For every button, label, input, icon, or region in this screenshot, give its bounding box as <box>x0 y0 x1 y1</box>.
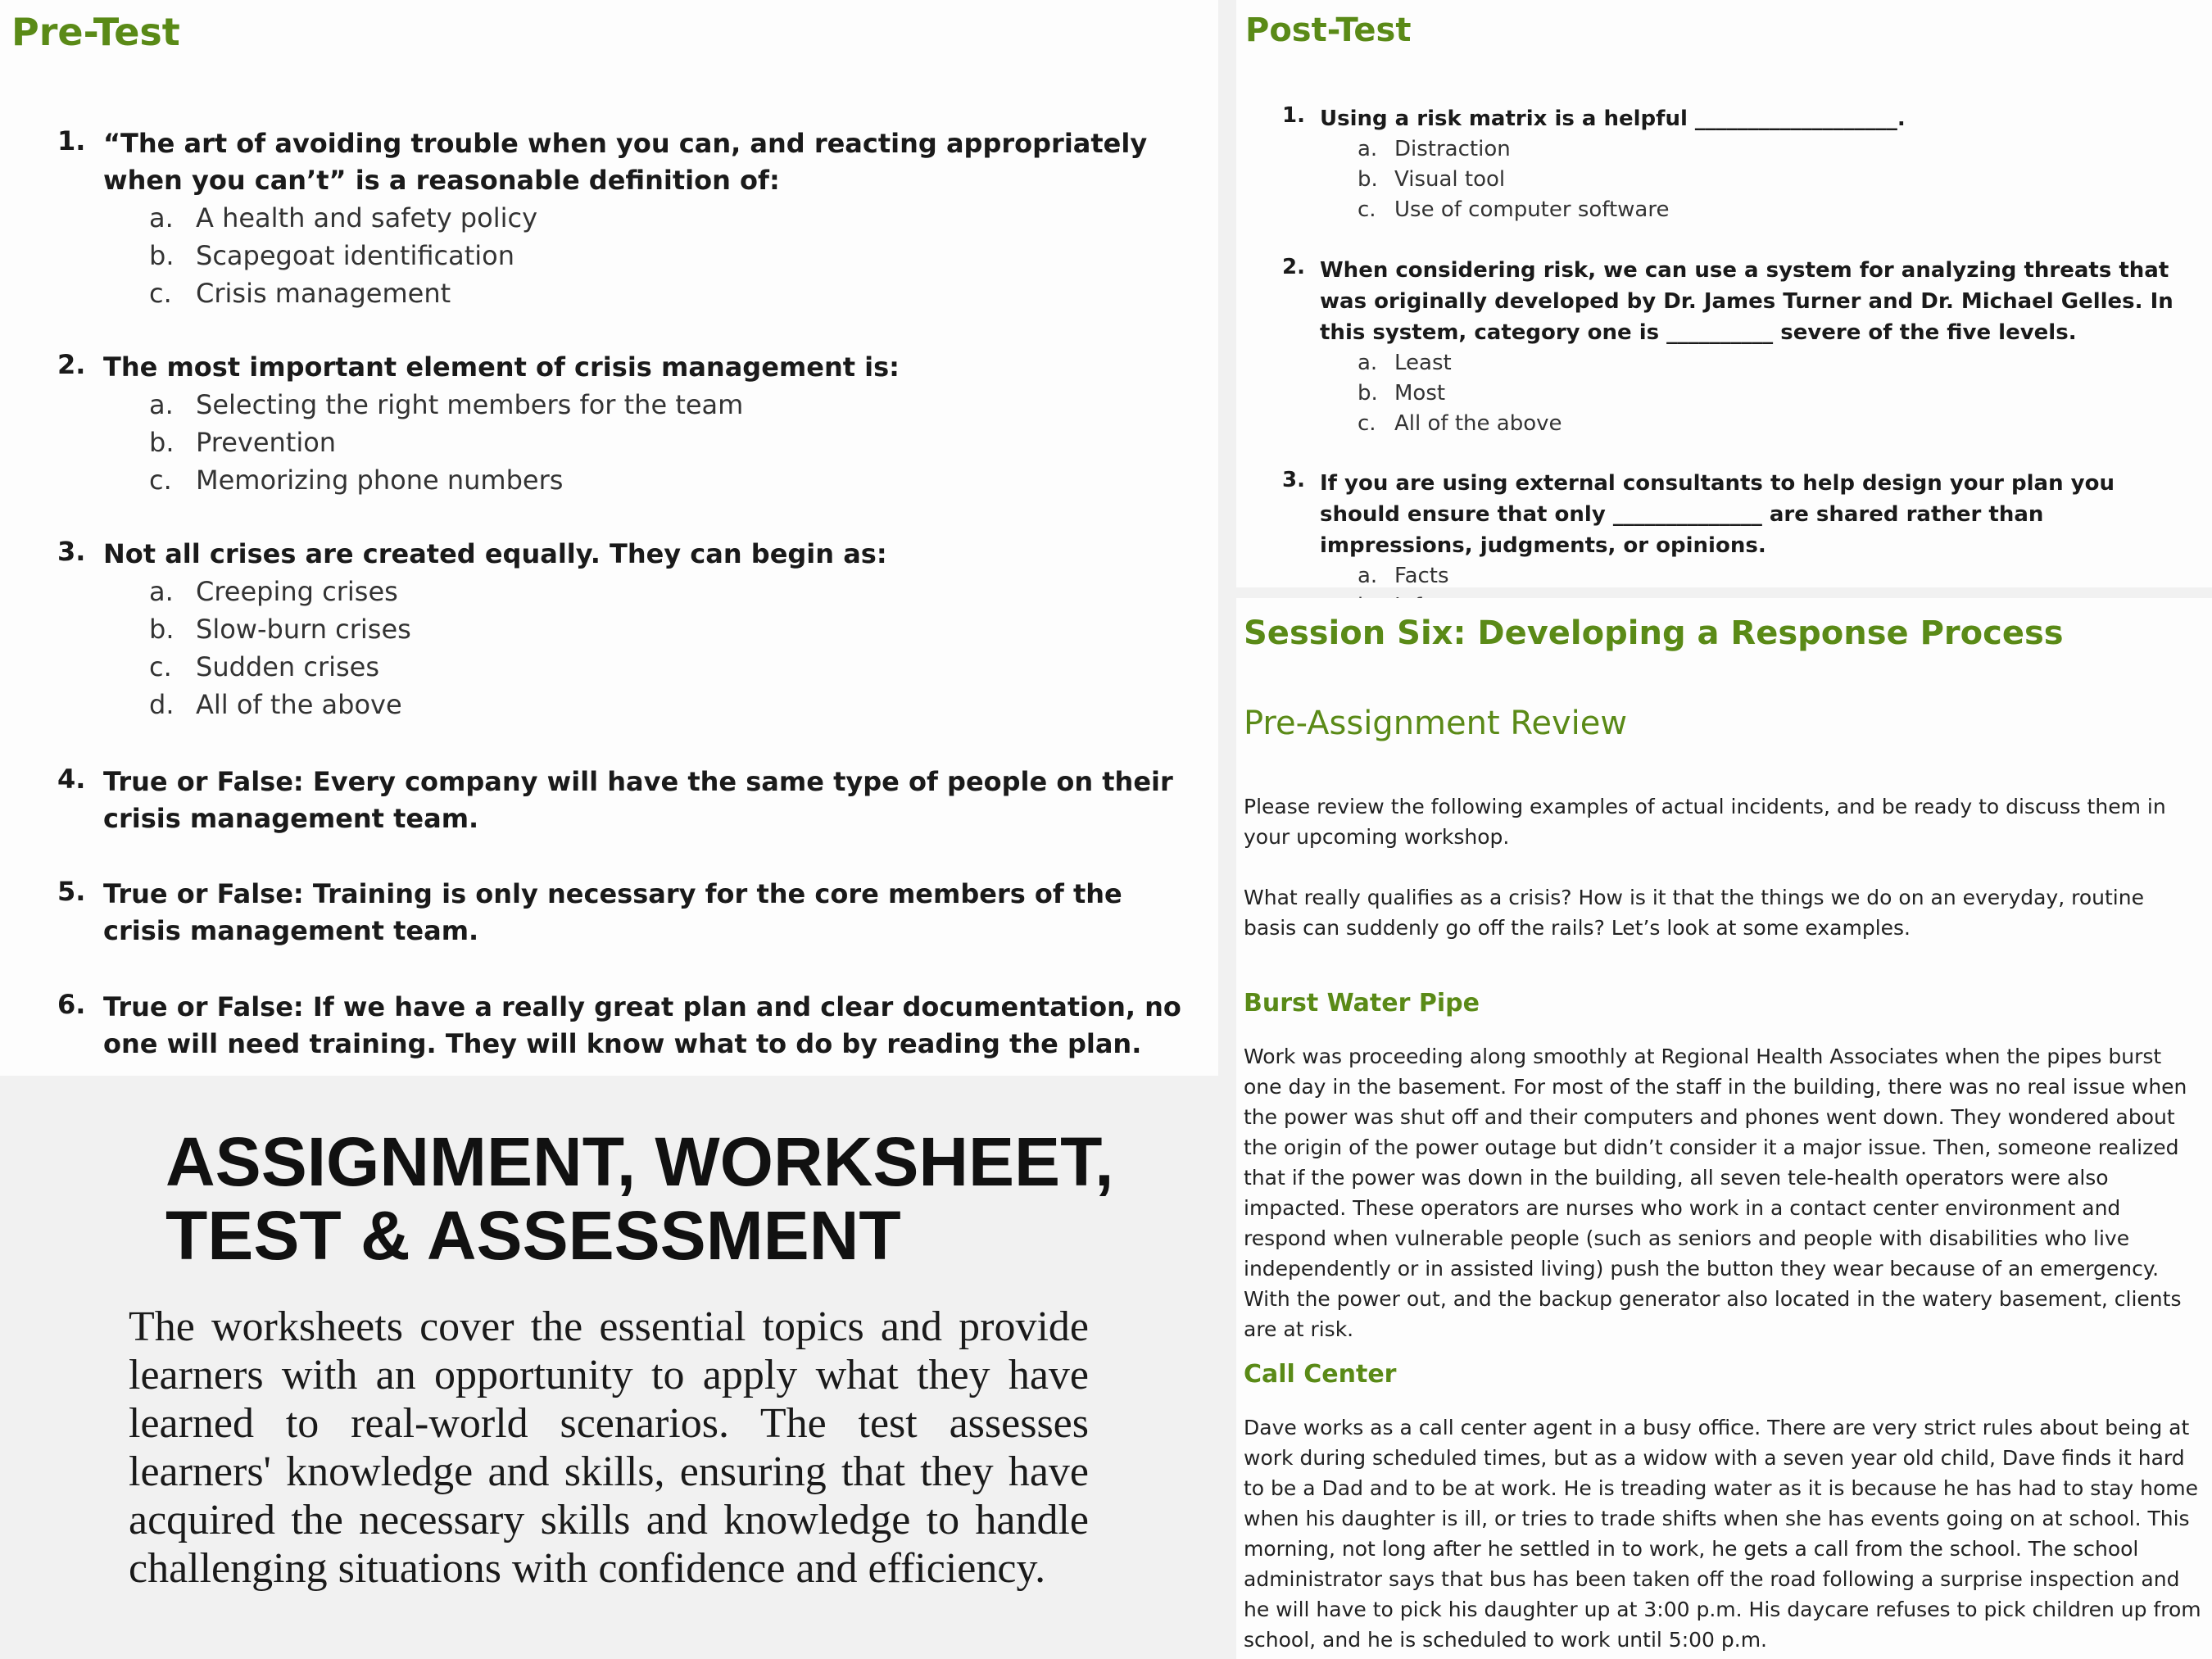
answer-options <box>0 573 1202 723</box>
post-test-panel <box>1236 0 2212 587</box>
pre-test-question-3 <box>0 536 1202 723</box>
session-subtitle: Pre-Assignment Review <box>1244 705 1628 742</box>
promo-block <box>0 1076 1221 1659</box>
answer-option <box>0 274 1202 312</box>
question-text: True or False: If we have a really great plan and clear documentation, no one will need training. They will know what to do by reading the plan. <box>103 991 1181 1059</box>
question-number: 2. <box>57 349 86 380</box>
option-letter: c. <box>1358 197 1376 222</box>
post-test-heading: Post-Test <box>1245 11 1412 49</box>
option-text: Scapegoat identification <box>196 240 514 271</box>
question-number: 4. <box>57 764 86 795</box>
option-letter: c. <box>1358 411 1376 436</box>
question-number: 2. <box>1282 255 1305 279</box>
option-text: A health and safety policy <box>196 202 537 233</box>
promo-title-line-2: TEST & ASSESSMENT <box>165 1197 901 1274</box>
option-text: Slow-burn crises <box>196 614 411 645</box>
answer-options <box>1236 134 2201 225</box>
option-text: Crisis management <box>196 278 451 309</box>
answer-option <box>0 199 1202 237</box>
answer-option <box>1236 561 2201 592</box>
option-text: Memorizing phone numbers <box>196 465 564 496</box>
call-center-heading: Call Center <box>1244 1360 1397 1389</box>
question-number: 5. <box>57 876 86 907</box>
answer-option <box>1236 134 2201 165</box>
question-text: When considering risk, we can use a system for analyzing threats that was originally developed by Dr. James Turner and Dr. Michael Gelles. In this system, category one is __________ severe of the five levels. <box>1320 258 2173 345</box>
answer-option <box>1236 409 2201 439</box>
pre-test-question-2 <box>0 349 1202 499</box>
answer-options <box>0 386 1202 499</box>
question-number: 6. <box>57 989 86 1020</box>
option-text: Least <box>1394 351 1452 375</box>
option-text: All of the above <box>196 689 402 720</box>
answer-option <box>1236 165 2201 195</box>
question-text: Not all crises are created equally. They can begin as: <box>103 538 887 569</box>
option-letter: c. <box>149 278 172 309</box>
option-letter: a. <box>1358 137 1378 161</box>
answer-option <box>0 461 1202 499</box>
intro-paragraph-2: What really qualifies as a crisis? How is it that the things we do on an everyday, routine basis can suddenly go off the rails? Let’s look at some examples. <box>1244 886 2144 940</box>
question-number: 1. <box>1282 103 1305 128</box>
promo-description: The worksheets cover the essential topics and provide learners with an opportunity to apply what they have learned to real-world scenarios. The test assesses learners' knowledge and skills, ensuring that they have acquired the necessary skills and knowledge to handle challenging situations with confidence and efficiency. <box>129 1303 1089 1592</box>
option-letter: b. <box>149 614 175 645</box>
question-text: True or False: Training is only necessary for the core members of the crisis management team. <box>103 878 1122 946</box>
option-text: Sudden crises <box>196 651 380 682</box>
answer-option <box>1236 195 2201 225</box>
promo-title <box>165 1125 1190 1272</box>
burst-water-pipe-text: Work was proceeding along smoothly at Regional Health Associates when the pipes burst one day in the basement. For most of the staff in the building, there was no real issue when the power was shut off and their computers and phones went down. They wondered about the origin of the power outage but didn’t consider it a major issue. Then, someone realized that if the power was down in the building, all seven tele-health operators were also impacted. These operators are nurses who work in a contact center environment and respond when vulnerable people (such as seniors and people with disabilities who live independently or in assisted living) push the button they wear because of an emergency. With the power out, and the backup generator also located in the watery basement, clients are at risk. <box>1244 1045 2187 1341</box>
option-letter: c. <box>149 465 172 496</box>
option-letter: d. <box>149 689 175 720</box>
option-text: Facts <box>1394 564 1449 588</box>
option-text: All of the above <box>1394 411 1562 436</box>
option-letter: a. <box>1358 564 1378 588</box>
answer-option <box>0 386 1202 424</box>
option-letter: a. <box>149 202 174 233</box>
question-text: The most important element of crisis management is: <box>103 351 900 383</box>
call-center-text: Dave works as a call center agent in a busy office. There are very strict rules about being at work during scheduled times, but as a widow with a seven year old child, Dave finds it hard to be a Dad and to be at work. He is treading water as it is because he has had to stay home when his daughter is ill, or tries to trade shifts when she has events going on at school. This morning, not long after he settled in to work, he gets a call from the school. The school administrator says that bus has been taken off the road following a surprise inspection and he will have to pick his daughter up at 3:00 p.m. His daycare refuses to pick children up from school, and he is scheduled to work until 5:00 p.m. <box>1244 1416 2201 1652</box>
option-text: Selecting the right members for the team <box>196 389 744 420</box>
answer-option <box>0 573 1202 610</box>
option-letter: b. <box>149 427 175 458</box>
answer-option <box>1236 348 2201 378</box>
post-test-question-2 <box>1236 255 2201 439</box>
question-number: 3. <box>57 536 86 567</box>
question-text: Using a risk matrix is a helpful ___________________. <box>1320 107 1906 131</box>
question-number: 3. <box>1282 468 1305 492</box>
option-text: Use of computer software <box>1394 197 1670 222</box>
session-title: Session Six: Developing a Response Process <box>1244 614 2064 652</box>
option-letter: a. <box>1358 351 1378 375</box>
pre-test-heading: Pre-Test <box>11 10 180 54</box>
answer-option <box>0 424 1202 461</box>
option-text: Distraction <box>1394 137 1511 161</box>
answer-option <box>0 648 1202 686</box>
burst-water-pipe-heading: Burst Water Pipe <box>1244 989 1480 1018</box>
answer-options <box>0 199 1202 312</box>
pre-test-panel <box>0 0 1218 1076</box>
option-text: Prevention <box>196 427 337 458</box>
option-letter: b. <box>149 240 175 271</box>
question-text: If you are using external consultants to help design your plan you should ensure that only ______________ are shared rather than impressions, judgments, or opinions. <box>1320 471 2115 558</box>
promo-title-line-1: ASSIGNMENT, WORKSHEET, <box>165 1123 1114 1200</box>
option-letter: a. <box>149 576 174 607</box>
option-text: Visual tool <box>1394 167 1506 192</box>
option-letter: b. <box>1358 381 1378 406</box>
intro-paragraph-1: Please review the following examples of actual incidents, and be ready to discuss them in your upcoming workshop. <box>1244 795 2166 849</box>
answer-options <box>1236 348 2201 439</box>
option-letter: a. <box>149 389 174 420</box>
option-letter: b. <box>1358 167 1378 192</box>
answer-option <box>0 686 1202 723</box>
question-text: True or False: Every company will have the same type of people on their crisis management team. <box>103 766 1173 834</box>
answer-option <box>0 610 1202 648</box>
pre-test-question-6 <box>0 989 1202 1063</box>
answer-option <box>1236 378 2201 409</box>
session-six-panel <box>1236 598 2212 1659</box>
pre-test-question-5 <box>0 876 1202 950</box>
answer-option <box>0 237 1202 274</box>
post-test-question-1 <box>1236 103 2201 225</box>
pre-test-question-1 <box>0 125 1202 312</box>
question-text: “The art of avoiding trouble when you can, and reacting appropriately when you can’t” is a reasonable definition of: <box>103 128 1148 196</box>
option-letter: c. <box>149 651 172 682</box>
question-number: 1. <box>57 125 86 156</box>
pre-test-question-4 <box>0 764 1202 837</box>
option-text: Most <box>1394 381 1446 406</box>
option-text: Creeping crises <box>196 576 398 607</box>
